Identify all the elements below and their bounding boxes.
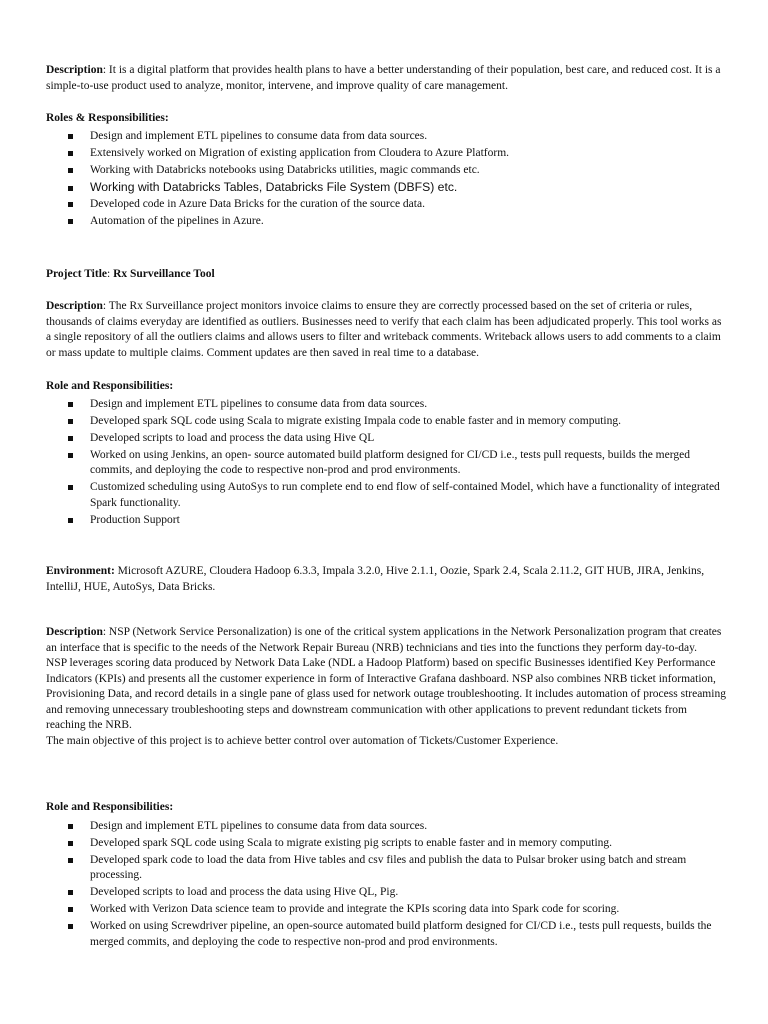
- section2-roles: [46, 379, 726, 530]
- environment-text: Microsoft AZURE, Cloudera Hadoop 6.3.3, Impala 3.2.0, Hive 2.1.1, Oozie, Spark 2.4, Scala 2.11.2, GIT HUB, JIRA, Jenkins, IntelliJ, HUE, AutoSys, Data Bricks.: [46, 565, 705, 593]
- list-item: Production Support: [46, 513, 726, 529]
- roles-heading: Role and Responsibilities:: [46, 801, 174, 813]
- list-item: Worked on using Screwdriver pipeline, an open-source automated build platform designed for CI/CD i.e., tests pull requests, builds the merged commits, and deploying the code to respective non-prod and prod environments.: [46, 919, 726, 950]
- section2-environment: [46, 564, 726, 595]
- section1-description-paragraph: [46, 63, 726, 94]
- list-item: Developed spark SQL code using Scala to migrate existing Impala code to enable faster and in memory computing.: [46, 414, 726, 430]
- section2-bullet-list: [46, 397, 726, 529]
- list-item: Developed code in Azure Data Bricks for the curation of the source data.: [46, 197, 726, 213]
- section2-description: [46, 299, 726, 361]
- section1-bullet-list: [46, 129, 726, 230]
- section3-bullet-list: [46, 819, 726, 951]
- section2-project-title: [46, 267, 726, 283]
- section3-description: [46, 625, 726, 749]
- roles-heading: Roles & Responsibilities:: [46, 112, 169, 124]
- list-item: Design and implement ETL pipelines to consume data from data sources.: [46, 129, 726, 145]
- description-label: Description: [46, 626, 103, 638]
- section1-roles: [46, 111, 726, 231]
- roles-heading: Role and Responsibilities:: [46, 380, 174, 392]
- list-item: Extensively worked on Migration of existing application from Cloudera to Azure Platform.: [46, 146, 726, 162]
- list-item: Developed spark code to load the data from Hive tables and csv files and publish the data to Pulsar broker using batch and stream processing.: [46, 853, 726, 884]
- description-text: : It is a digital platform that provides health plans to have a better understanding of their population, best care, and reduced cost. It is a simple-to-use product used to analyze, monitor, intervene, and improve quality of care management.: [46, 64, 721, 92]
- section2-description-paragraph: [46, 299, 726, 361]
- project-title-text: Rx Surveillance Tool: [113, 268, 215, 280]
- list-item: Worked on using Jenkins, an open- source automated build platform designed for CI/CD i.e., tests pull requests, builds the merged commits, and deploying the code to respective non-prod and prod environments.: [46, 448, 726, 479]
- description-label: Description: [46, 64, 103, 76]
- list-item: Developed scripts to load and process the data using Hive QL: [46, 431, 726, 447]
- list-item: Developed spark SQL code using Scala to migrate existing pig scripts to enable faster and in memory computing.: [46, 836, 726, 852]
- list-item: Worked with Verizon Data science team to provide and integrate the KPIs scoring data into Spark code for scoring.: [46, 902, 726, 918]
- project-title: Project Title: Rx Surveillance Tool: [46, 268, 215, 280]
- section1-description: [46, 63, 726, 94]
- list-item: Working with Databricks Tables, Databricks File System (DBFS) etc.: [46, 180, 726, 196]
- section3-description-paragraph: [46, 625, 726, 656]
- list-item: Automation of the pipelines in Azure.: [46, 214, 726, 230]
- description-text: : NSP (Network Service Personalization) is one of the critical system applications in the Network Personalization program that creates an interface that is specific to the needs of the Network Repair Bureau (NRB) technicians and ties into the functions they perform day-to-day.: [46, 626, 722, 654]
- description-label: Description: [46, 300, 103, 312]
- list-item: Design and implement ETL pipelines to consume data from data sources.: [46, 819, 726, 835]
- environment-label: Environment:: [46, 565, 115, 577]
- list-item: Design and implement ETL pipelines to consume data from data sources.: [46, 397, 726, 413]
- section3-paragraph-2: NSP leverages scoring data produced by Network Data Lake (NDL a Hadoop Platform) based on specific Businesses identified Key Performance Indicators (KPIs) and presents all the customer experience in form of Interactive Grafana dashboard. NSP also combines NRB ticket information, Provisioning Data, and record details in a single pane of glass used for network outage troubleshooting. It includes automation of process streaming and removing unnecessary troubleshooting steps and downstream communication with other applications to prevent redundant tickets from reaching the NRB.: [46, 657, 726, 731]
- environment-paragraph: [46, 564, 726, 595]
- section3-roles: [46, 800, 726, 952]
- list-item: Working with Databricks notebooks using Databricks utilities, magic commands etc.: [46, 163, 726, 179]
- description-text: : The Rx Surveillance project monitors invoice claims to ensure they are correctly processed based on the set of criteria or rules, thousands of claims everyday are identified as outliers. Businesses need to verify that each claim has been adjudicated properly. This tool works as a single repository of all the outliers claims and allows users to filter and writeback comments. Writeback allows users to add comments to a claim or mass update to multiple claims. Comment updates are then saved in real time to a database.: [46, 300, 722, 359]
- project-title-label: Project Title: [46, 268, 107, 280]
- list-item: Customized scheduling using AutoSys to run complete end to end flow of self-contained Model, which have a functionality of integrated Spark functionality.: [46, 480, 726, 511]
- list-item: Developed scripts to load and process the data using Hive QL, Pig.: [46, 885, 726, 901]
- section3-paragraph-3: The main objective of this project is to achieve better control over automation of Tickets/Customer Experience.: [46, 734, 559, 747]
